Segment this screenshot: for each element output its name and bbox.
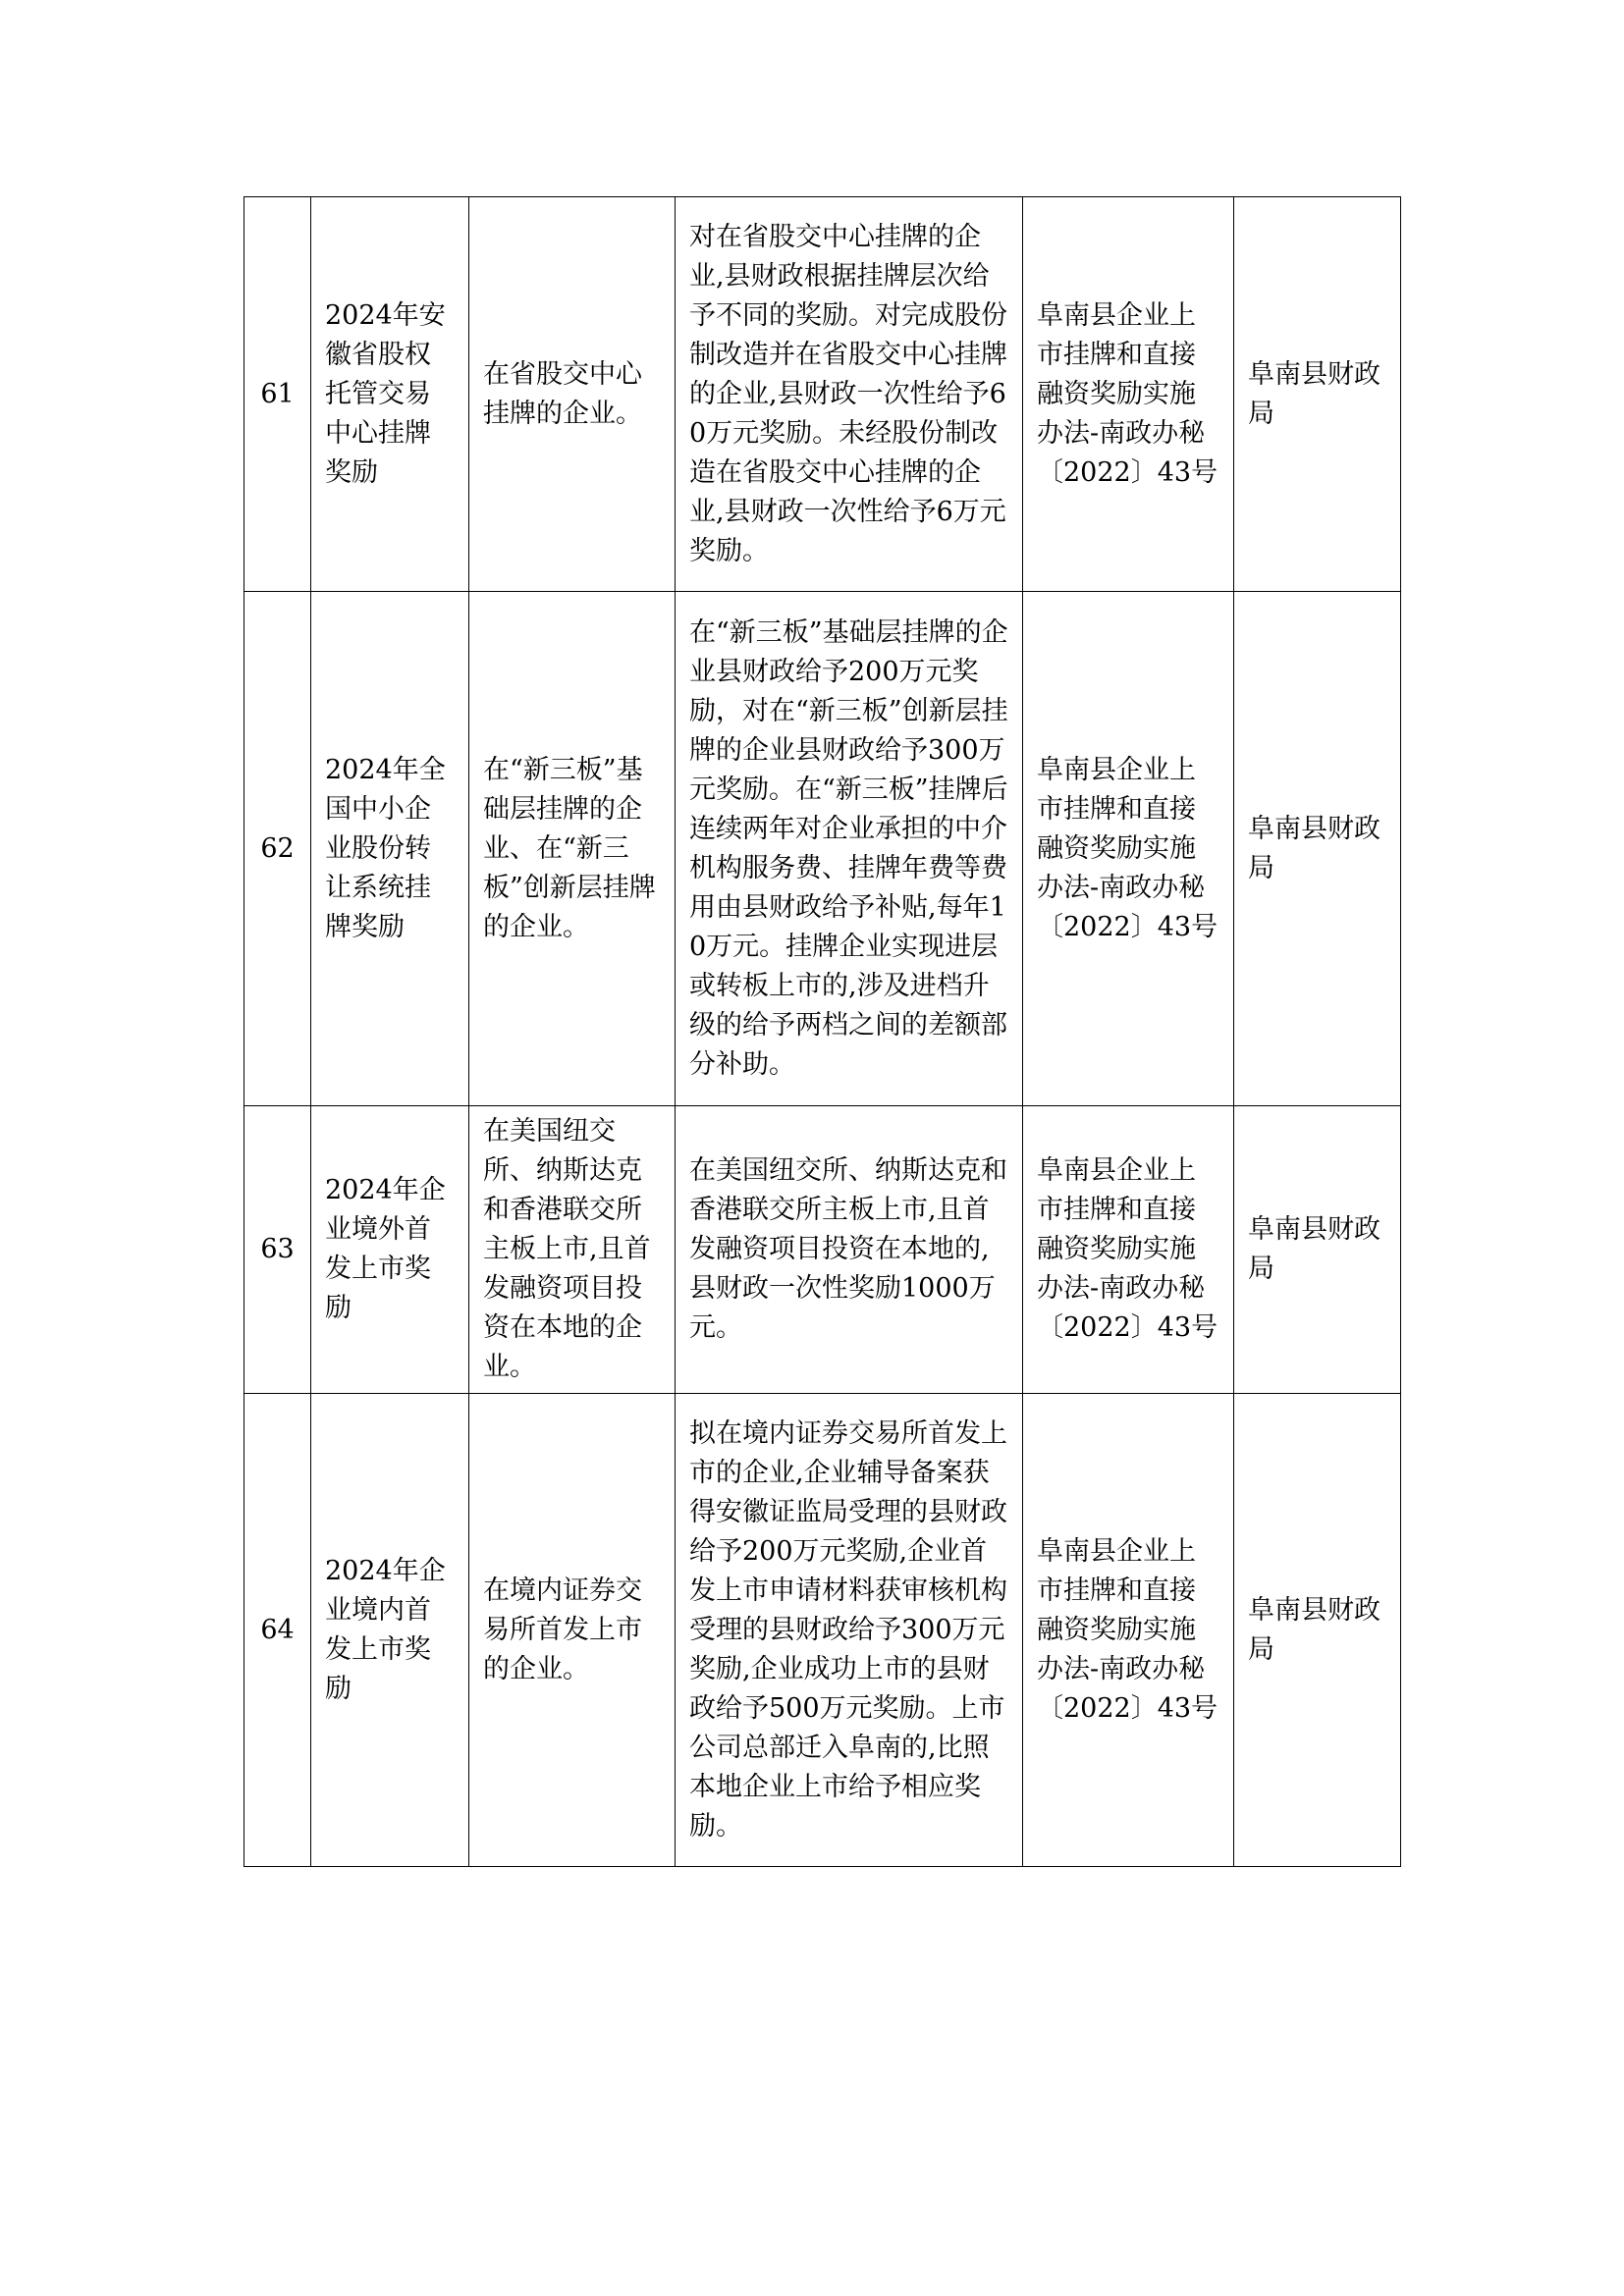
table-row	[244, 197, 1401, 592]
responsible-department: 阜南县财政局	[1234, 592, 1401, 1106]
reward-detail: 在美国纽交所、纳斯达克和香港联交所主板上市,且首发融资项目投资在本地的,县财政一次性奖励1000万元。	[676, 1106, 1023, 1394]
row-number: 61	[244, 197, 311, 592]
eligibility-condition: 在境内证券交易所首发上市的企业。	[469, 1394, 676, 1867]
eligibility-condition: 在“新三板”基础层挂牌的企业、在“新三板”创新层挂牌的企业。	[469, 592, 676, 1106]
eligibility-condition: 在省股交中心挂牌的企业。	[469, 197, 676, 592]
reward-detail: 对在省股交中心挂牌的企业,县财政根据挂牌层次给予不同的奖励。对完成股份制改造并在省股交中心挂牌的企业,县财政一次性给予60万元奖励。未经股份制改造在省股交中心挂牌的企业,县财政一次性给予6万元奖励。	[676, 197, 1023, 592]
row-number: 63	[244, 1106, 311, 1394]
responsible-department: 阜南县财政局	[1234, 1106, 1401, 1394]
responsible-department: 阜南县财政局	[1234, 1394, 1401, 1867]
policy-basis: 阜南县企业上市挂牌和直接融资奖励实施办法-南政办秘〔2022〕43号	[1023, 1106, 1234, 1394]
policy-name: 2024年安徽省股权托管交易中心挂牌奖励	[311, 197, 469, 592]
policy-name: 2024年全国中小企业股份转让系统挂牌奖励	[311, 592, 469, 1106]
policy-name: 2024年企业境外首发上市奖励	[311, 1106, 469, 1394]
policy-table	[244, 196, 1401, 1867]
policy-basis: 阜南县企业上市挂牌和直接融资奖励实施办法-南政办秘〔2022〕43号	[1023, 197, 1234, 592]
row-number: 62	[244, 592, 311, 1106]
policy-basis: 阜南县企业上市挂牌和直接融资奖励实施办法-南政办秘〔2022〕43号	[1023, 592, 1234, 1106]
table-row	[244, 1106, 1401, 1394]
reward-detail: 拟在境内证券交易所首发上市的企业,企业辅导备案获得安徽证监局受理的县财政给予200万元奖励,企业首发上市申请材料获审核机构受理的县财政给予300万元奖励,企业成功上市的县财政给予500万元奖励。上市公司总部迁入阜南的,比照本地企业上市给予相应奖励。	[676, 1394, 1023, 1867]
table-row	[244, 592, 1401, 1106]
responsible-department: 阜南县财政局	[1234, 197, 1401, 592]
policy-name: 2024年企业境内首发上市奖励	[311, 1394, 469, 1867]
table-row	[244, 1394, 1401, 1867]
reward-detail: 在“新三板”基础层挂牌的企业县财政给予200万元奖励，对在“新三板”创新层挂牌的企业县财政给予300万元奖励。在“新三板”挂牌后连续两年对企业承担的中介机构服务费、挂牌年费等费用由县财政给予补贴,每年10万元。挂牌企业实现进层或转板上市的,涉及进档升级的给予两档之间的差额部分补助。	[676, 592, 1023, 1106]
eligibility-condition: 在美国纽交所、纳斯达克和香港联交所主板上市,且首发融资项目投资在本地的企业。	[469, 1106, 676, 1394]
row-number: 64	[244, 1394, 311, 1867]
policy-basis: 阜南县企业上市挂牌和直接融资奖励实施办法-南政办秘〔2022〕43号	[1023, 1394, 1234, 1867]
